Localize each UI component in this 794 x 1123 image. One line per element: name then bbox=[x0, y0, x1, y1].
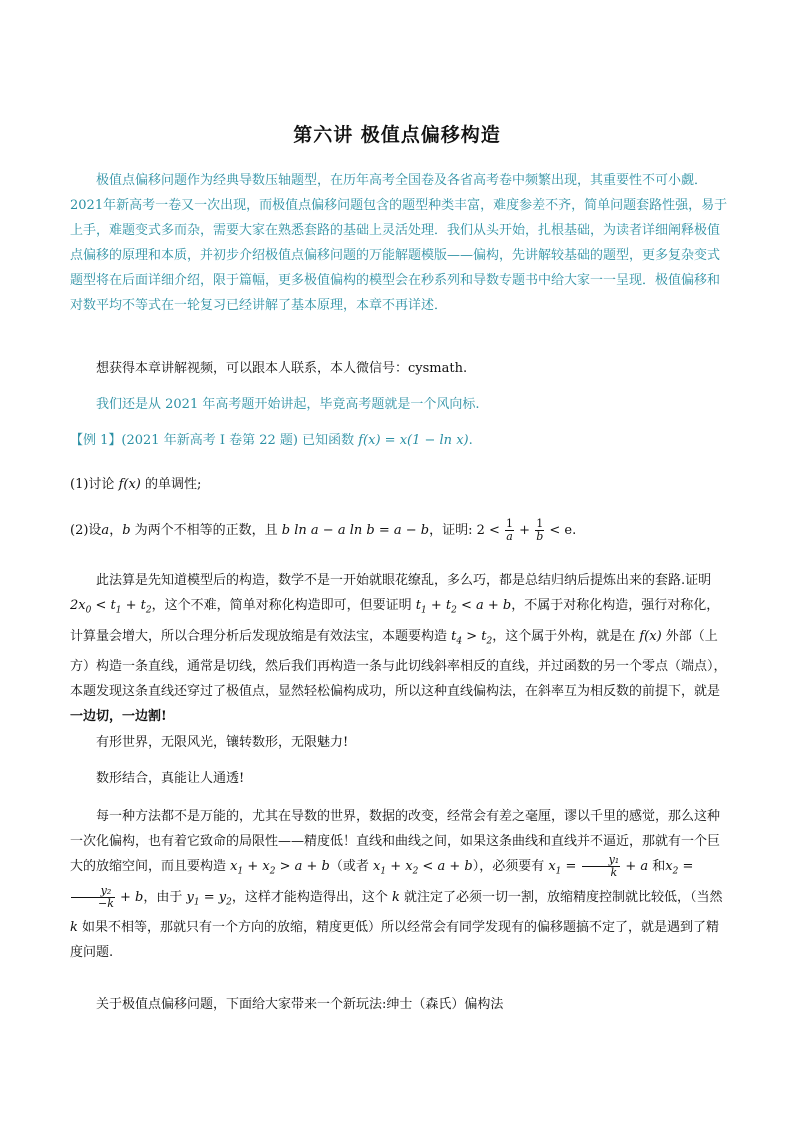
paragraph-3: 数形结合，真能让人通透! bbox=[96, 771, 245, 786]
p4-text-h: 如果不相等，那就只有一个方向的放缩，精度更低）所以经常会有同学发现有的偏移题搞不定了，就是遇到了精度问题. bbox=[70, 920, 720, 961]
paragraph-5: 关于极值点偏移问题，下面给大家带来一个新玩法:绅士（森氏）偏构法 bbox=[96, 997, 504, 1012]
q2-prove: ，证明: 2 < bbox=[429, 523, 505, 538]
frac-num: y₂ bbox=[71, 885, 115, 898]
p1-math: < a + b bbox=[456, 598, 512, 613]
p1-sub: 2 bbox=[486, 636, 493, 647]
p1-sub: 1 bbox=[420, 605, 427, 616]
example-statement bbox=[70, 428, 730, 453]
p4-sub: 1 bbox=[237, 866, 244, 877]
example-label: 【例 1】 bbox=[70, 433, 122, 448]
q2-sep: ， bbox=[109, 523, 123, 538]
p1-sub: 0 bbox=[85, 605, 92, 616]
paragraph-2: 有形世界，无限风光，镶转数形，无限魅力! bbox=[96, 735, 349, 750]
q2-var-a: a bbox=[101, 523, 110, 538]
p4-math: = y bbox=[199, 889, 227, 905]
p1-sub: 2 bbox=[451, 605, 457, 616]
p1-text-d: ，这个属于外构，就是在 bbox=[492, 628, 640, 644]
p4-math: > a + b bbox=[275, 859, 330, 874]
p1-text-c: ，不属于对称化构造，强行对称化，计算量会增大，所以合理分析后发现放缩是有效法宝，本题要构造 bbox=[70, 598, 720, 644]
p1-sub: 4 bbox=[456, 636, 463, 647]
question-2 bbox=[70, 518, 730, 543]
p1-math: f(x) bbox=[639, 628, 662, 644]
example-source: (2021 年新高考 I 卷第 22 题) 已知函数 bbox=[121, 433, 359, 448]
p1-math: + t bbox=[121, 598, 146, 613]
example-end: . bbox=[468, 433, 473, 448]
p1-math: > t bbox=[462, 628, 487, 644]
p4-math: x bbox=[372, 859, 381, 874]
p4-sub: 2 bbox=[269, 866, 276, 877]
frac-den: −k bbox=[98, 896, 114, 910]
p1-math: t bbox=[415, 598, 421, 613]
fraction-1-over-a bbox=[505, 518, 514, 543]
p1-math: t bbox=[451, 628, 457, 644]
p1-sub: 1 bbox=[115, 605, 122, 616]
p1-math: + t bbox=[426, 598, 452, 613]
p4-text-d: 和 bbox=[648, 859, 666, 874]
q1-prefix: (1)讨论 bbox=[70, 477, 119, 492]
start-paragraph: 我们还是从 2021 年高考题开始讲起，毕竟高考题就是一个风向标. bbox=[96, 397, 480, 412]
p4-math: x bbox=[548, 859, 556, 874]
p4-math: k bbox=[70, 920, 78, 936]
p4-math: x bbox=[665, 859, 673, 874]
p4-math: = bbox=[561, 859, 581, 874]
contact-paragraph: 想获得本章讲解视频，可以跟本人联系，本人微信号：cysmath. bbox=[96, 361, 468, 376]
p4-sub: 2 bbox=[412, 866, 419, 877]
p4-math: + x bbox=[386, 859, 413, 874]
page-title: 第六讲 极值点偏移构造 bbox=[293, 124, 501, 146]
p4-math: + a bbox=[621, 859, 649, 874]
p4-text-g: 就注定了必须一切一割，放缩精度控制就比较低，（当然 bbox=[399, 889, 723, 905]
p1-math: < t bbox=[91, 598, 116, 613]
q1-suffix: 的单调性; bbox=[140, 477, 202, 492]
precision-paragraph bbox=[70, 804, 730, 965]
fraction-1-over-b bbox=[535, 518, 544, 543]
q2-plus: + bbox=[515, 523, 535, 538]
p4-sub: 2 bbox=[672, 866, 679, 877]
p4-math: = bbox=[678, 859, 694, 874]
frac-num: y₁ bbox=[582, 854, 621, 867]
p4-sub: 1 bbox=[555, 866, 562, 877]
analysis-paragraph bbox=[70, 568, 730, 729]
q2-text: 为两个不相等的正数，且 bbox=[130, 523, 282, 538]
p1-text-a: 此法算是先知道模型后的构造，数学不是一开始就眼花缭乱，多么巧，都是总结归纳后提炼出来的套路.证明 bbox=[96, 573, 712, 588]
p1-text-e: 外部（上方）构造一条直线，通常是切线，然后我们再构造一条与此切线斜率相反的直线，并过函数的另一个零点（端点），本题发现这条直线还穿过了极值点，显然轻松偏构成功，所以这种直线偏构法，在斜率互为相反数的前提下，就是 bbox=[70, 628, 727, 700]
fraction-y1-over-k bbox=[582, 854, 621, 879]
p4-math: + b bbox=[115, 889, 144, 905]
fraction-y2-over-neg-k bbox=[71, 885, 115, 910]
q2-end: < e. bbox=[545, 523, 577, 538]
p4-text-a: 每一种方法都不是万能的，尤其在导数的世界，数据的改变，经常会有差之毫厘，谬以千里的感觉，那么这种一次化偏构，也有着它致命的局限性——精度低！直线和曲线之间，如果这条曲线和直线并不逼近，那就有一个巨大的放缩空间，而且要构造 bbox=[70, 809, 721, 874]
p4-sub: 1 bbox=[380, 866, 387, 877]
p4-sub: 1 bbox=[193, 897, 200, 908]
frac2-num: 1 bbox=[536, 517, 544, 530]
frac2-den: b bbox=[536, 530, 544, 543]
p4-math: < a + b bbox=[418, 859, 473, 874]
q2-equation: b ln a − a ln b = a − b bbox=[281, 523, 430, 538]
p4-sub: 2 bbox=[226, 897, 232, 908]
p1-text-b: ，这个不难，简单对称化构造即可，但要证明 bbox=[151, 598, 416, 613]
p4-text-c: ），必须要有 bbox=[472, 859, 549, 874]
p4-math: k bbox=[392, 889, 400, 905]
p4-text-f: ，这样才能构造得出，这个 bbox=[231, 889, 392, 905]
frac1-den: a bbox=[506, 530, 513, 543]
q1-function: f(x) bbox=[118, 477, 141, 492]
p4-text-b: （或者 bbox=[329, 859, 373, 874]
p1-bold: 一边切，一边割! bbox=[70, 709, 167, 725]
frac-den: k bbox=[610, 866, 618, 879]
q2-var-b: b bbox=[122, 523, 131, 538]
question-1 bbox=[70, 472, 730, 497]
frac1-num: 1 bbox=[506, 517, 514, 530]
p1-math: 2x bbox=[70, 598, 86, 613]
example-function: f(x) = x(1 − ln x) bbox=[358, 433, 469, 448]
p4-text-e: ，由于 bbox=[143, 889, 187, 905]
p4-math: y bbox=[186, 889, 194, 905]
q2-prefix: (2)设 bbox=[70, 523, 102, 538]
p1-sub: 2 bbox=[145, 605, 152, 616]
p4-math: + x bbox=[243, 859, 270, 874]
p4-math: x bbox=[230, 859, 238, 874]
intro-paragraph: 极值点偏移问题作为经典导数压轴题型，在历年高考全国卷及各省高考卷中频繁出现，其重要性不可小觑．2021年新高考一卷又一次出现，而极值点偏移问题包含的题型种类丰富，难度参差不齐，简单问题套路性强，易于上手，难题变式多而杂，需要大家在熟悉套路的基础上灵活处理．我们从头开始，扎根基础，为读者详细阐释极值点偏移的原理和本质，并初步介绍极值点偏移问题的万能解题模版——偏构，先讲解较基础的题型，更多复杂变式题型将在后面详细介绍，限于篇幅，更多极值偏构的模型会在秒系列和导数专题书中给大家一一呈现．极值偏移和对数平均不等式在一轮复习已经讲解了基本原理，本章不再详述． bbox=[70, 173, 728, 313]
